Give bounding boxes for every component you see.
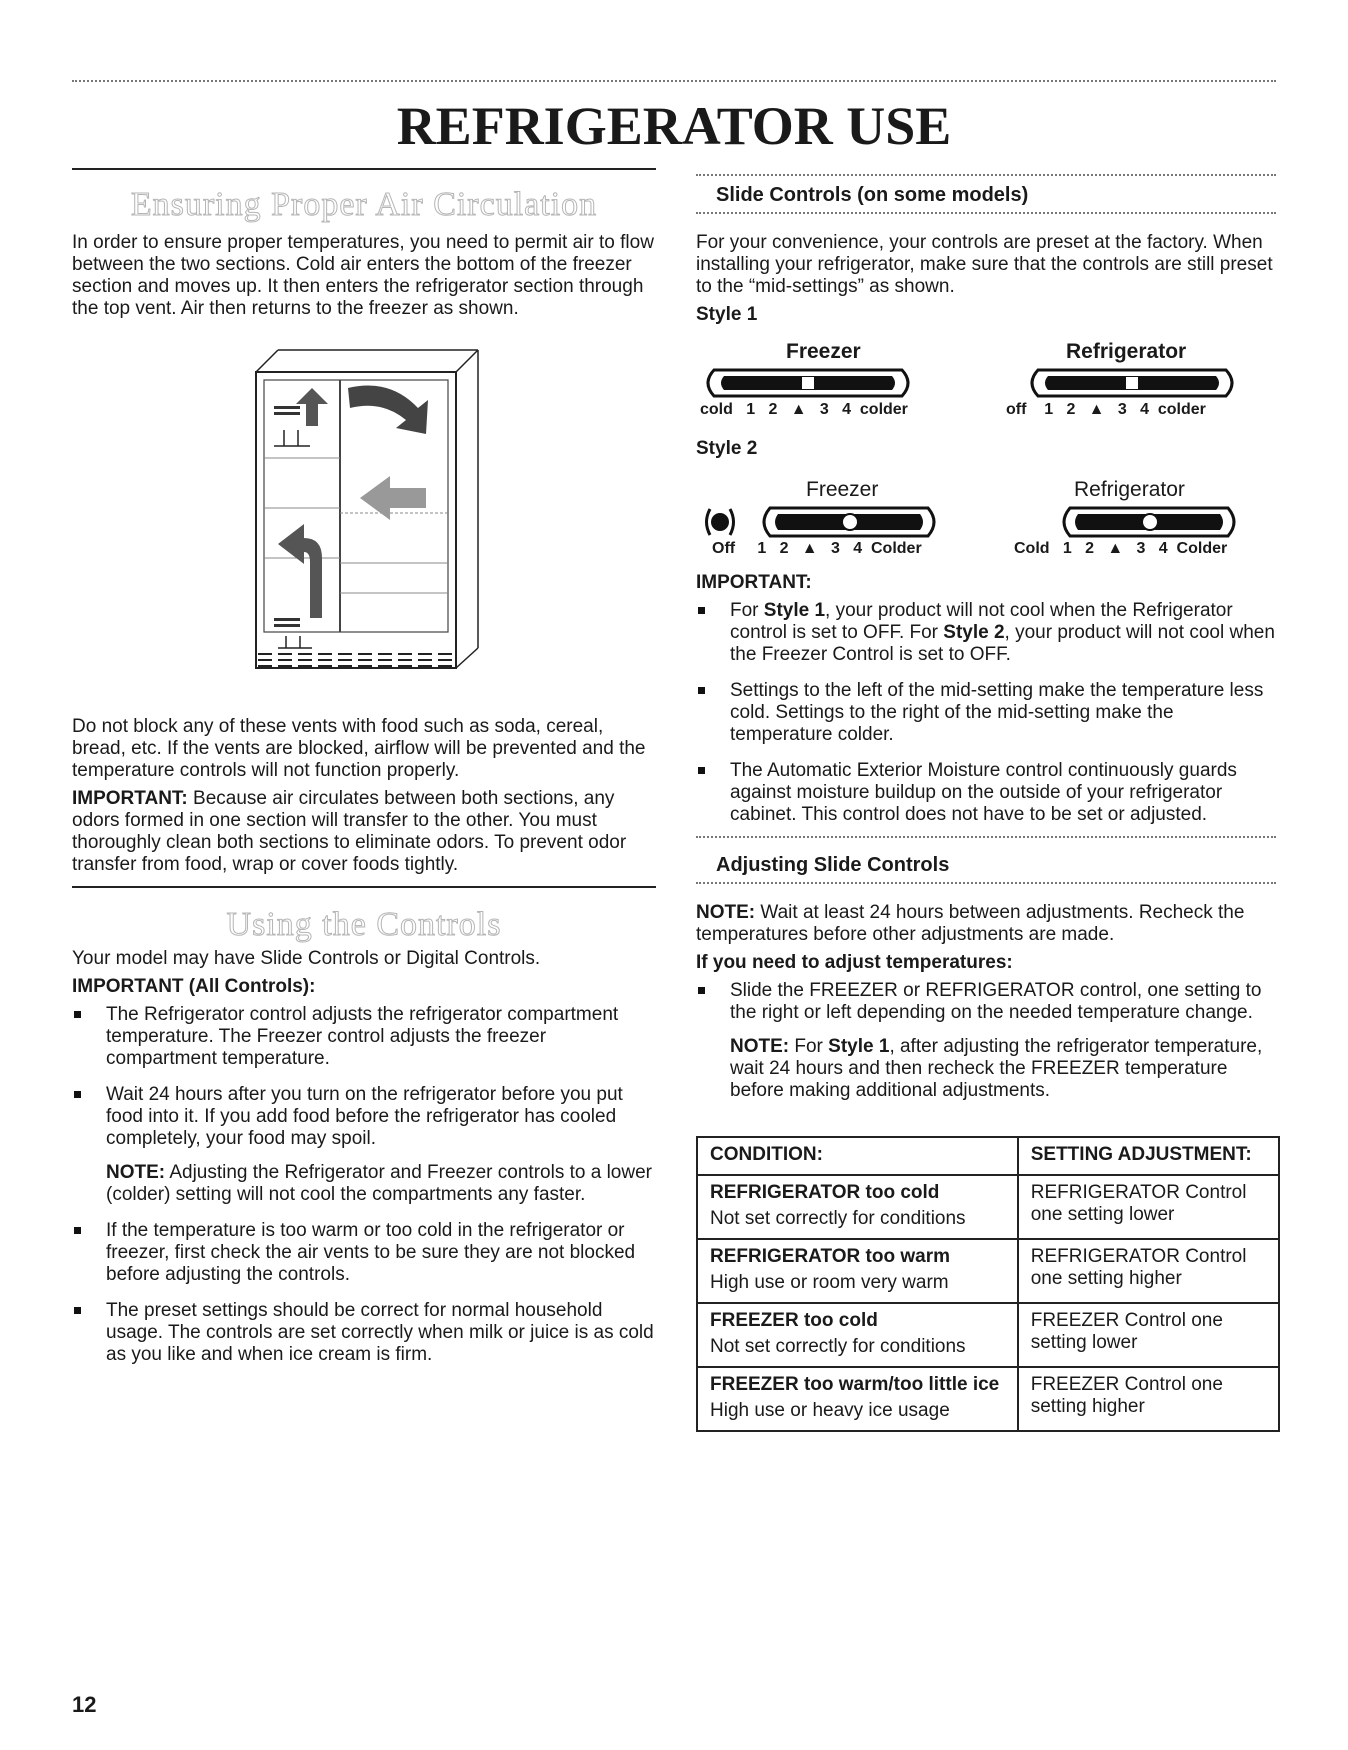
- list-item: [72, 1004, 656, 1070]
- style1-bold: Style 1: [763, 600, 826, 621]
- adjustment-table: [696, 1136, 1280, 1432]
- air-important-label: IMPORTANT:: [72, 788, 188, 809]
- style1-refrigerator-label: Refrigerator: [1066, 340, 1187, 363]
- controls-bullet-list-2: [72, 1220, 656, 1366]
- air-intro-block: [72, 232, 656, 326]
- bullet-square-icon: [698, 987, 705, 994]
- faster-note: [72, 1162, 656, 1206]
- condition-title: REFRIGERATOR too cold: [710, 1182, 940, 1203]
- style1-bold: Style 1: [828, 1036, 890, 1057]
- bullet-text: The Refrigerator control adjusts the refrigerator compartment temperature. The Freezer control adjusts the freezer compartment temperature.: [106, 1004, 619, 1069]
- text-span: For: [730, 600, 764, 621]
- condition-cell: [697, 1175, 1018, 1239]
- condition-cause: Not set correctly for conditions: [710, 1208, 966, 1229]
- bullet-text: Settings to the left of the mid-setting make the temperature less cold. Settings to the right of the mid-setting make the temperature colder.: [730, 680, 1264, 745]
- air-warning-text: Do not block any of these vents with food such as soda, cereal, bread, etc. If the vents are blocked, airflow will be prevented and the temperature controls will not function properly.: [72, 716, 646, 781]
- adjust-block: [696, 902, 1276, 1116]
- adjustment-cell: REFRIGERATOR Control one setting lower: [1018, 1175, 1279, 1239]
- slide-important-list: [696, 600, 1276, 826]
- style-2-label: Style 2: [696, 438, 758, 459]
- bullet-square-icon: [74, 1227, 81, 1234]
- style2-refrigerator-scale: Cold 1 2 ▲ 3 4 Colder: [1014, 540, 1228, 557]
- bullet-square-icon: [74, 1011, 81, 1018]
- bullet-text: The Automatic Exterior Moisture control continuously guards against moisture buildup on the outside of your refrigerator cabinet. This control does not have to be set or adjusted.: [730, 760, 1237, 825]
- style2-refrigerator-label: Refrigerator: [1074, 478, 1185, 501]
- condition-cell: [697, 1303, 1018, 1367]
- slide-important-heading: IMPORTANT:: [696, 572, 812, 593]
- style-1-label: Style 1: [696, 304, 758, 325]
- slider-knob-icon[interactable]: [1126, 377, 1138, 389]
- bullet-text: Wait 24 hours after you turn on the refrigerator before you put food into it. If you add food before the refrigerator has cooled completely, your food may spoil.: [106, 1084, 623, 1149]
- adjust-heading-top-rule: [696, 836, 1276, 838]
- condition-cause: High use or heavy ice usage: [710, 1400, 950, 1421]
- list-item: [696, 760, 1276, 826]
- bullet-text: If the temperature is too warm or too cold in the refrigerator or freezer, first check the air vents to be sure they are not blocked before adjusting the controls.: [106, 1220, 636, 1285]
- slide-intro-text: For your convenience, your controls are preset at the factory. When installing your refrigerator, make sure that the controls are still preset to the “mid-settings” as shown.: [696, 232, 1273, 297]
- important-all-heading: IMPORTANT (All Controls):: [72, 976, 316, 997]
- page-number: 12: [72, 1692, 97, 1717]
- left-section-rule: [72, 168, 656, 170]
- adjust-list: [696, 980, 1276, 1024]
- table-row: [697, 1175, 1279, 1239]
- list-item: [696, 600, 1276, 666]
- condition-cell: [697, 1239, 1018, 1303]
- top-dotted-rule: [72, 80, 1276, 82]
- condition-title: REFRIGERATOR too warm: [710, 1246, 950, 1267]
- slide-intro-block: [696, 232, 1276, 332]
- condition-header: CONDITION:: [697, 1137, 1018, 1175]
- note-text: Wait at least 24 hours between adjustments. Recheck the temperatures before other adjustments are made.: [696, 902, 1245, 945]
- text-span: , after adjusting the refrigerator temperature, wait 24 hours and then recheck the FREEZER temperature before making additional adjustments.: [730, 1036, 1263, 1101]
- condition-title: FREEZER too warm/too little ice: [710, 1374, 1000, 1395]
- controls-bullet-list: [72, 1004, 656, 1150]
- style2-freezer-scale: Off 1 2 ▲ 3 4 Colder: [712, 540, 922, 557]
- slide-heading-bottom-rule: [696, 212, 1276, 214]
- note-label: NOTE:: [106, 1162, 166, 1183]
- text-span: , your product will not cool when the Freezer Control is set to OFF.: [730, 622, 1275, 665]
- slider-knob-icon[interactable]: [842, 514, 858, 530]
- slider-knob-icon[interactable]: [1142, 514, 1158, 530]
- style1-note: [696, 1036, 1276, 1102]
- condition-title: FREEZER too cold: [710, 1310, 878, 1331]
- slider-knob-icon[interactable]: [802, 377, 814, 389]
- adjustment-cell: REFRIGERATOR Control one setting higher: [1018, 1239, 1279, 1303]
- bullet-square-icon: [698, 767, 705, 774]
- controls-block: [72, 948, 656, 1380]
- bullet-text: The preset settings should be correct for normal household usage. The controls are set correctly when milk or juice is as cold as you like and when ice cream is firm.: [106, 1300, 654, 1365]
- air-intro-text: In order to ensure proper temperatures, you need to permit air to flow between the two sections. Cold air enters the bottom of the freezer section and moves up. It then enters the refrigerator section through the top vent. Air then returns to the freezer as shown.: [72, 232, 654, 319]
- condition-cell: [697, 1367, 1018, 1431]
- table-header-row: [697, 1137, 1279, 1175]
- page-title: REFRIGERATOR USE: [396, 96, 952, 156]
- table-row: [697, 1239, 1279, 1303]
- using-controls-heading: Using the Controls: [226, 906, 502, 943]
- note-text: Adjusting the Refrigerator and Freezer controls to a lower (colder) setting will not cool the compartments any faster.: [106, 1162, 652, 1205]
- air-circulation-heading: Ensuring Proper Air Circulation: [130, 186, 598, 223]
- list-item: [72, 1220, 656, 1286]
- style1-freezer-slider[interactable]: [700, 368, 916, 398]
- adjusting-slide-controls-heading: Adjusting Slide Controls: [716, 854, 950, 876]
- bullet-square-icon: [74, 1091, 81, 1098]
- bullet-square-icon: [698, 687, 705, 694]
- slide-important-block: [696, 572, 1276, 840]
- controls-intro-text: Your model may have Slide Controls or Digital Controls.: [72, 948, 541, 969]
- style2-power-icon: [702, 506, 738, 538]
- style2-freezer-label: Freezer: [806, 478, 879, 501]
- list-item: [72, 1300, 656, 1366]
- bullet-square-icon: [698, 607, 705, 614]
- table-row: [697, 1367, 1279, 1431]
- adjustment-header: SETTING ADJUSTMENT:: [1018, 1137, 1279, 1175]
- airflow-diagram: [250, 348, 480, 693]
- style2-freezer-slider[interactable]: [756, 506, 942, 538]
- controls-section-rule: [72, 886, 656, 888]
- adjustment-cell: FREEZER Control one setting higher: [1018, 1367, 1279, 1431]
- style1-freezer-label: Freezer: [786, 340, 861, 363]
- style2-bold: Style 2: [943, 622, 1005, 643]
- list-item: [696, 680, 1276, 746]
- condition-cause: Not set correctly for conditions: [710, 1336, 966, 1357]
- text-span: For: [789, 1036, 829, 1057]
- airflow-diagram-svg: [250, 348, 480, 693]
- style1-freezer-scale: cold 1 2 ▲ 3 4 colder: [700, 401, 908, 418]
- air-important-text: Because air circulates between both sections, any odors formed in one section will transfer to the other. You must thoroughly clean both sections to eliminate odors. To prevent odor transfer from food, wrap or cover foods tightly.: [72, 788, 627, 875]
- slide-heading-top-rule: [696, 174, 1276, 176]
- note-label: NOTE:: [696, 902, 756, 923]
- slide-controls-heading: Slide Controls (on some models): [716, 184, 1029, 206]
- condition-cause: High use or room very warm: [710, 1272, 949, 1293]
- list-item: [696, 980, 1276, 1024]
- adjust-heading-bottom-rule: [696, 882, 1276, 884]
- list-item: [72, 1084, 656, 1150]
- bullet-text: Slide the FREEZER or REFRIGERATOR control, one setting to the right or left depending on the needed temperature change.: [730, 980, 1262, 1023]
- text-span: , your product will not cool when the Refrigerator control is set to OFF. For: [730, 600, 1233, 643]
- style1-refrigerator-slider[interactable]: [1024, 368, 1240, 398]
- adjustment-cell: FREEZER Control one setting lower: [1018, 1303, 1279, 1367]
- table-row: [697, 1303, 1279, 1367]
- air-warning-block: [72, 716, 656, 882]
- bullet-square-icon: [74, 1307, 81, 1314]
- style1-refrigerator-scale: off 1 2 ▲ 3 4 colder: [1006, 401, 1206, 418]
- if-need-heading: If you need to adjust temperatures:: [696, 952, 1013, 973]
- note-label: NOTE:: [730, 1036, 790, 1057]
- adjust-note: [696, 902, 1276, 946]
- air-important-paragraph: [72, 788, 656, 876]
- style2-refrigerator-slider[interactable]: [1056, 506, 1242, 538]
